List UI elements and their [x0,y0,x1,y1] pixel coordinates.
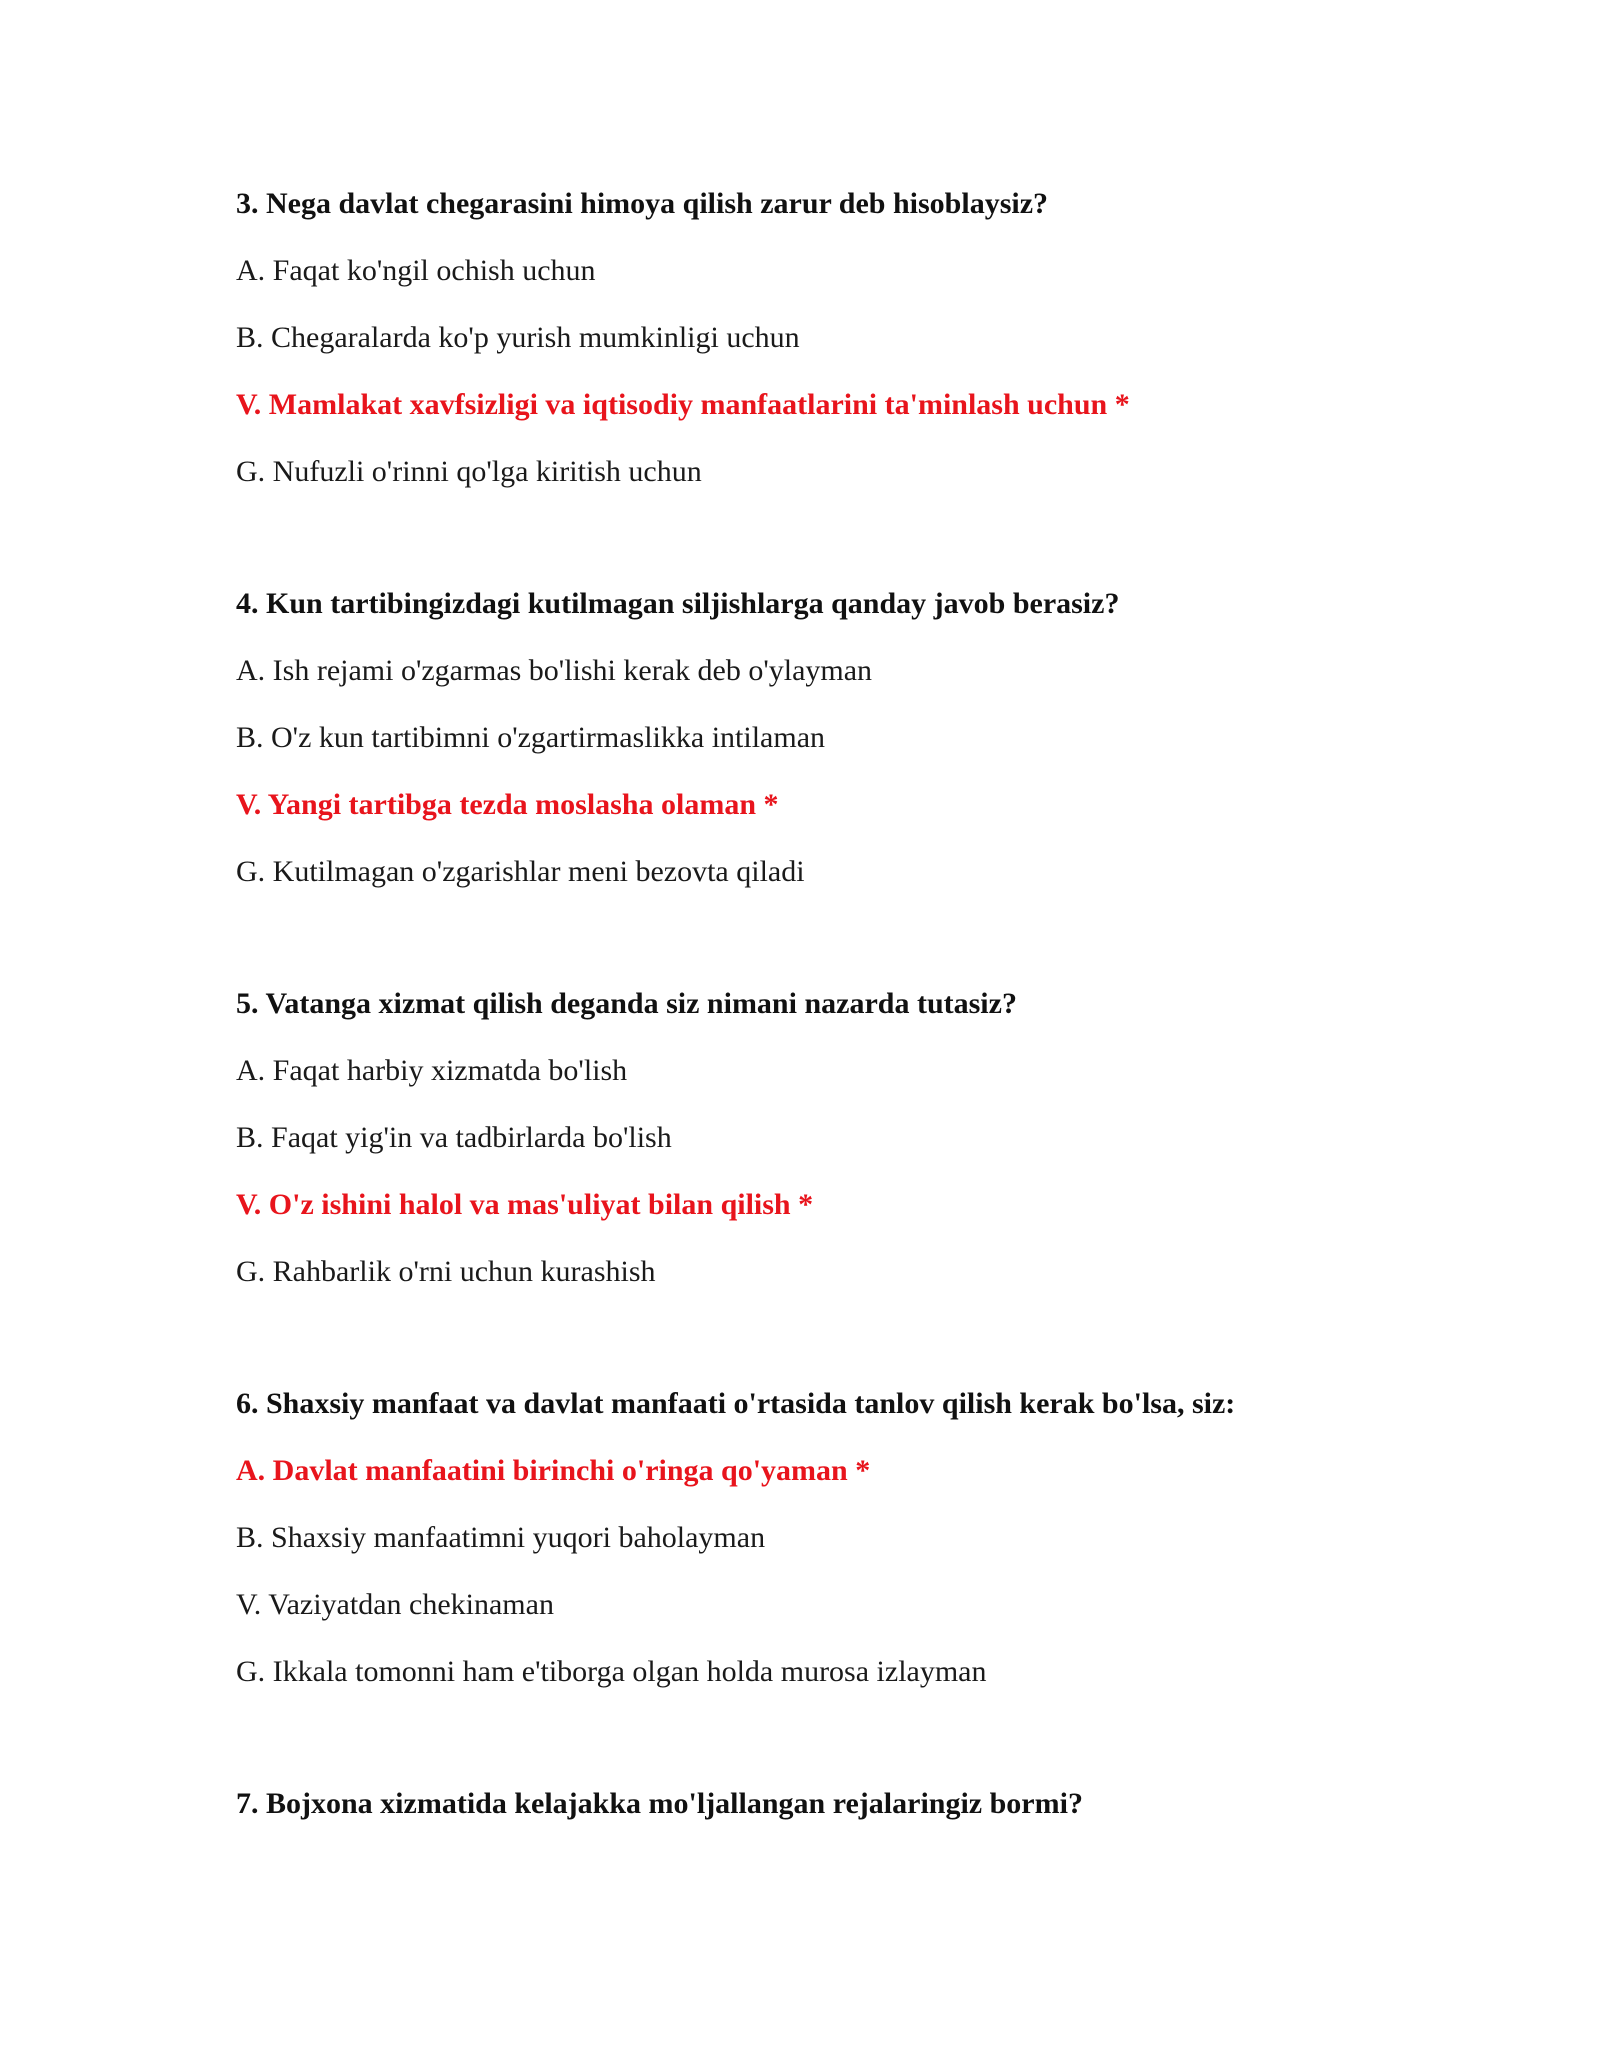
answer-option: V. Vaziyatdan chekinaman [236,1588,554,1621]
question-title: 3. Nega davlat chegarasini himoya qilish zarur deb hisoblaysiz? [236,187,1049,220]
answer-option: G. Rahbarlik o'rni uchun kurashish [236,1255,656,1288]
answer-option: G. Ikkala tomonni ham e'tiborga olgan holda murosa izlayman [236,1655,987,1688]
question-title: 5. Vatanga xizmat qilish deganda siz nimani nazarda tutasiz? [236,987,1017,1020]
answer-option-correct: A. Davlat manfaatini birinchi o'ringa qo'yaman * [236,1454,871,1487]
answer-option: B. Chegaralarda ko'p yurish mumkinligi uchun [236,321,800,354]
answer-option: A. Ish rejami o'zgarmas bo'lishi kerak deb o'ylayman [236,654,873,687]
question-title: 4. Kun tartibingizdagi kutilmagan siljishlarga qanday javob berasiz? [236,587,1120,620]
question-title: 7. Bojxona xizmatida kelajakka mo'ljallangan rejalaringiz bormi? [236,1787,1083,1820]
answer-option-correct: V. O'z ishini halol va mas'uliyat bilan qilish * [236,1188,814,1221]
answer-option: B. Faqat yig'in va tadbirlarda bo'lish [236,1121,672,1154]
answer-option: B. Shaxsiy manfaatimni yuqori baholayman [236,1521,766,1554]
answer-option: G. Kutilmagan o'zgarishlar meni bezovta qiladi [236,855,805,888]
answer-option: A. Faqat ko'ngil ochish uchun [236,254,596,287]
answer-option-correct: V. Mamlakat xavfsizligi va iqtisodiy manfaatlarini ta'minlash uchun * [236,388,1130,421]
answer-option-correct: V. Yangi tartibga tezda moslasha olaman * [236,788,779,821]
answer-option: G. Nufuzli o'rinni qo'lga kiritish uchun [236,455,702,488]
question-title: 6. Shaxsiy manfaat va davlat manfaati o'rtasida tanlov qilish kerak bo'lsa, siz: [236,1387,1236,1420]
answer-option: A. Faqat harbiy xizmatda bo'lish [236,1054,628,1087]
answer-option: B. O'z kun tartibimni o'zgartirmaslikka intilaman [236,721,826,754]
